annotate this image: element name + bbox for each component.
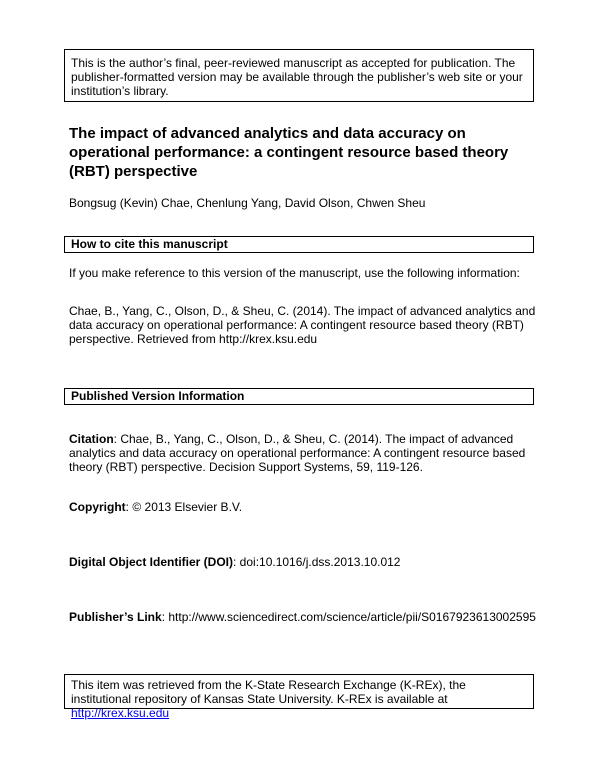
author-manuscript-notice bbox=[64, 49, 534, 102]
doi-label: Digital Object Identifier (DOI) bbox=[69, 555, 234, 569]
doi-text: : doi:10.1016/j.dss.2013.10.012 bbox=[233, 555, 401, 569]
krex-link[interactable]: http://krex.ksu.edu bbox=[71, 706, 170, 720]
citation-block bbox=[69, 432, 539, 474]
paper-title: The impact of advanced analytics and data accuracy on operational performance: a contingent resource based theory (RBT) perspective bbox=[69, 125, 509, 180]
published-version-heading: Published Version Information bbox=[64, 388, 534, 405]
krex-notice-text: This item was retrieved from the K-State Research Exchange (K-REx), the institutional repository of Kansas State University. K-REx is available at bbox=[71, 678, 466, 706]
citation-label: Citation bbox=[69, 432, 114, 446]
author-manuscript-notice-text: This is the author’s final, peer-reviewed manuscript as accepted for publication. The publisher-formatted version may be available through the publisher’s web site or your institution’s library. bbox=[71, 56, 523, 98]
doi-block bbox=[69, 555, 539, 569]
author-list: Bongsug (Kevin) Chae, Chenlung Yang, David Olson, Chwen Sheu bbox=[69, 196, 426, 210]
cite-reference-text: Chae, B., Yang, C., Olson, D., & Sheu, C. (2014). The impact of advanced analytics and data accuracy on operational performance: A contingent resource based theory (RBT) perspective. Retrieved from http://krex.ksu.edu bbox=[69, 304, 536, 346]
publisher-link-text[interactable]: : http://www.sciencedirect.com/science/article/pii/S0167923613002595 bbox=[161, 610, 536, 624]
how-to-cite-heading: How to cite this manuscript bbox=[64, 236, 534, 253]
krex-notice bbox=[64, 674, 534, 720]
publisher-link-block bbox=[69, 610, 539, 624]
citation-text: : Chae, B., Yang, C., Olson, D., & Sheu, C. (2014). The impact of advanced analytics and data accuracy on operational performance: A contingent resource based theory (RBT) perspective. Decision Support Systems, 59, 119-126. bbox=[69, 432, 526, 474]
publisher-link-label: Publisher’s Link bbox=[69, 610, 162, 624]
copyright-label: Copyright bbox=[69, 500, 126, 514]
copyright-text: : © 2013 Elsevier B.V. bbox=[125, 500, 243, 514]
cite-intro-text: If you make reference to this version of the manuscript, use the following information: bbox=[69, 266, 520, 280]
copyright-block bbox=[69, 500, 539, 514]
